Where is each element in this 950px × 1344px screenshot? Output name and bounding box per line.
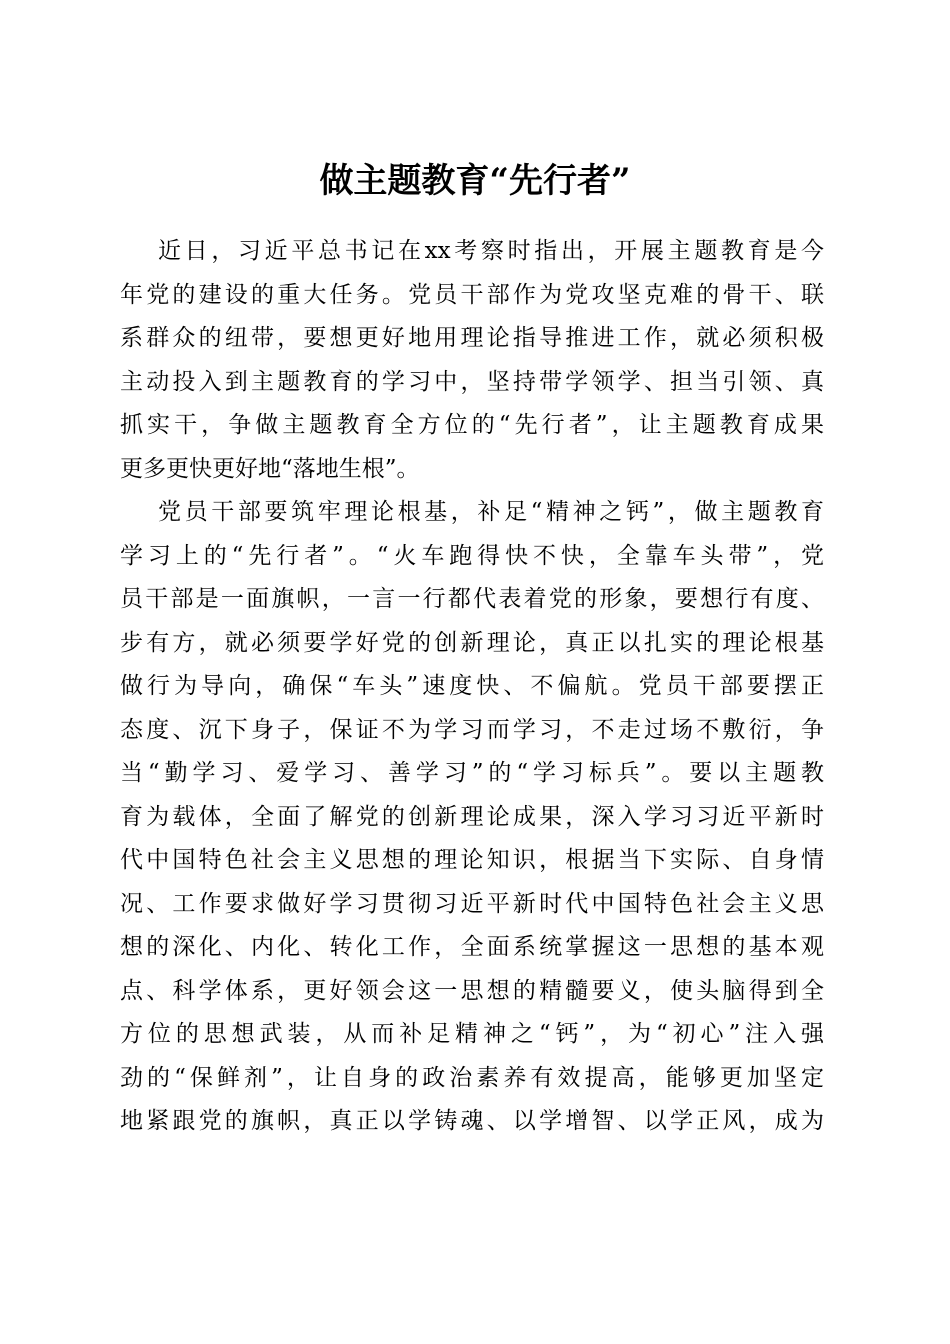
paragraph-2 (120, 491, 824, 1144)
text-line: 学习上的“先行者”。“火车跑得快不快，全靠车头带”，党 (120, 542, 824, 569)
text-line: 当“勤学习、爱学习、善学习”的“学习标兵”。要以主题教 (120, 760, 824, 786)
text-line: 近日，习近平总书记在xx考察时指出，开展主题教育是今 (158, 238, 824, 264)
text-line: 代中国特色社会主义思想的理论知识，根据当下实际、自身情 (120, 847, 824, 873)
text-line: 系群众的纽带，要想更好地用理论指导推进工作，就必须积极 (120, 325, 824, 351)
text-line: 点、科学体系，更好领会这一思想的精髓要义，使头脑得到全 (120, 977, 824, 1004)
text-line: 主动投入到主题教育的学习中，坚持带学领学、担当引领、真 (120, 368, 824, 395)
text-line: 况、工作要求做好学习贯彻习近平新时代中国特色社会主义思 (120, 890, 824, 917)
text-line: 地紧跟党的旗帜，真正以学铸魂、以学增智、以学正风，成为 (120, 1108, 824, 1134)
text-line: 更多更快更好地“落地生根”。 (120, 455, 420, 482)
text-line: 做行为导向，确保“车头”速度快、不偏航。党员干部要摆正 (120, 673, 824, 699)
document-body (120, 230, 824, 1144)
text-line: 党员干部要筑牢理论根基，补足“精神之钙”，做主题教育 (158, 499, 824, 525)
text-line: 态度、沉下身子，保证不为学习而学习，不走过场不敷衍，争 (120, 716, 824, 743)
paragraph-1 (120, 230, 824, 491)
page-title: 做主题教育“先行者” (319, 160, 631, 201)
text-line: 抓实干，争做主题教育全方位的“先行者”，让主题教育成果 (120, 412, 824, 438)
text-line: 年党的建设的重大任务。党员干部作为党攻坚克难的骨干、联 (120, 281, 824, 308)
text-line: 步有方，就必须要学好党的创新理论，真正以扎实的理论根基 (120, 629, 824, 656)
text-line: 劲的“保鲜剂”，让自身的政治素养有效提高，能够更加坚定 (120, 1064, 824, 1091)
text-line: 育为载体，全面了解党的创新理论成果，深入学习习近平新时 (120, 803, 824, 830)
text-line: 想的深化、内化、转化工作，全面系统掌握这一思想的基本观 (120, 934, 824, 960)
text-line: 方位的思想武装，从而补足精神之“钙”，为“初心”注入强 (120, 1021, 824, 1047)
text-line: 员干部是一面旗帜，一言一行都代表着党的形象，要想行有度、 (120, 586, 824, 612)
